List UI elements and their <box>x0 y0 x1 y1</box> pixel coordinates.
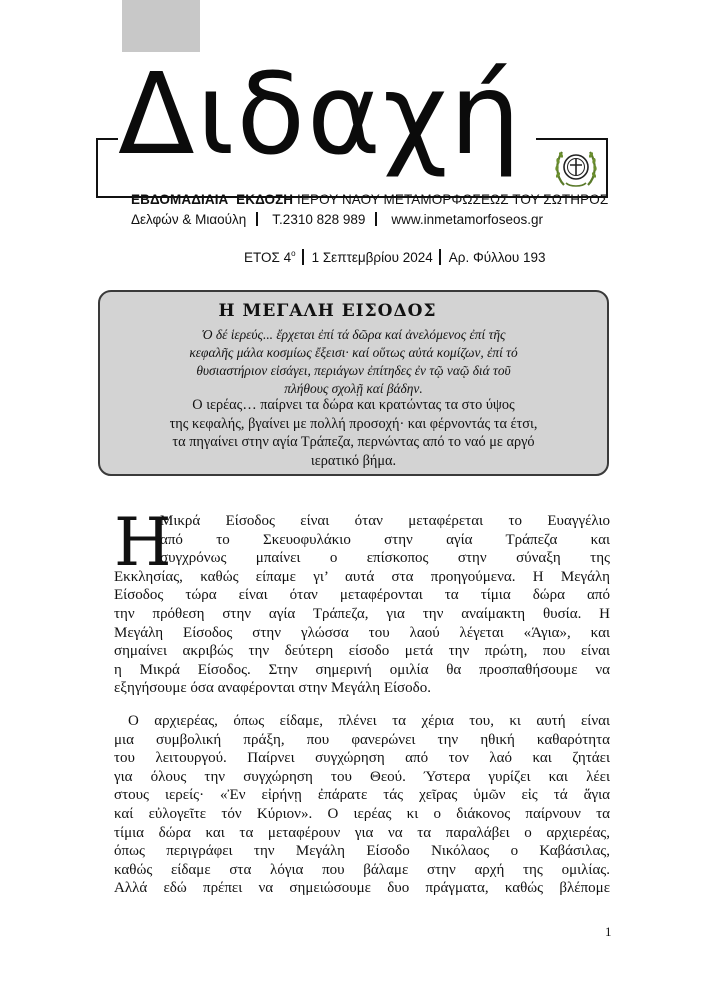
quote-box <box>98 290 609 476</box>
separator <box>256 212 258 226</box>
paragraph-line: την πρόθεση στην αγία Τράπεζα, για την αναίμακτη θυσία. Η <box>114 605 610 622</box>
publisher-line <box>131 192 608 207</box>
ancient-quote <box>114 326 593 398</box>
drop-cap: Η <box>114 504 172 581</box>
separator <box>302 249 304 265</box>
issue-date: 1 Σεπτεμβρίου 2024 <box>311 250 433 265</box>
address-text: Δελφών & Μιαούλη <box>131 212 247 227</box>
paragraph-line: για όλους την συγχώρηση του Θεού. Ύστερα γυρίζει και λέει <box>114 768 610 785</box>
church-emblem-icon <box>552 143 600 191</box>
article-body <box>82 504 610 898</box>
modern-translation <box>110 396 597 470</box>
issue-year: ΕΤΟΣ 4 <box>244 250 292 265</box>
header-frame-line <box>606 138 608 198</box>
ancient-quote-line: κεφαλῆς μάλα κοσμίως ἔξεισι· καί οὕτως αὐτά κομίζων, ἐπί τό <box>189 345 518 360</box>
paragraph-gap <box>82 698 610 712</box>
modern-translation-line: Ο ιερέας… παίρνει τα δώρα και κρατώντας τα στο ύψος <box>192 397 515 413</box>
ancient-quote-line: θυσιαστήριον εἰσάγει, περιάγων ἐπίτηδες ἐν τῷ ναῷ διά τοῦ <box>196 363 511 378</box>
website-link[interactable]: www.inmetamorfoseos.gr <box>391 212 543 227</box>
paragraph-line: Είσοδος τώρα είναι όταν μεταφέρονται τα τίμια δώρα από <box>114 587 610 604</box>
header-frame-line <box>96 138 118 140</box>
paragraph-line: όπως περιγράφει την Μεγάλη Είσοδο Νικόλαος ο Καβάσιλας, <box>114 843 610 860</box>
separator <box>375 212 377 226</box>
separator <box>439 249 441 265</box>
paragraph-line: Εκκλησίας, καθώς είπαμε γι’ αυτά στα προηγούμενα. Η Μεγάλη <box>114 568 610 585</box>
modern-translation-line: τα πηγαίνει στην αγία Τράπεζα, περνώντας από το ναό με αργό <box>172 434 535 451</box>
paragraph-line: συγχρόνως μπαίνει ο επίσκοπος στην σύναξη της <box>160 550 610 567</box>
ancient-quote-line: πλήθους σχολῇ καί βάδην. <box>284 381 423 396</box>
paragraph-line: καί εὐλογεῖτε τόν Κύριον». Ο ιερέας κι ο διάκονος παίρνουν τα <box>114 805 610 822</box>
ancient-quote-line: Ὁ δέ ἱερεύς... ἔρχεται ἐπί τά δῶρα καί ἀνελόμενος ἐπί τῆς <box>201 327 506 342</box>
edition-label: ΕΚΔΟΣΗ <box>236 192 294 207</box>
publisher-name: ΙΕΡΟΥ ΝΑΟΥ ΜΕΤΑΜΟΡΦΩΣΕΩΣ ΤΟΥ ΣΩΤΗΡΟΣ <box>297 192 609 207</box>
paragraph-line: σημαίνει ακριβώς την δεύτερη είσοδο μετά την πρώτη, που είναι <box>114 643 610 660</box>
issue-sheet-number: Αρ. Φύλλου 193 <box>448 250 546 265</box>
masthead-title: Διδαχή <box>118 50 523 180</box>
phone-text: Τ.2310 828 989 <box>272 212 366 227</box>
paragraph-line: από το Σκευοφυλάκιο στην αγία Τράπεζα και <box>160 531 610 548</box>
contact-line <box>131 212 543 227</box>
page-number: 1 <box>605 924 612 939</box>
paragraph-line: εξηγήσουμε όσα αναφέρονται στην Μεγάλη Είσοδο. <box>114 680 431 697</box>
paragraph-line: στους ιερείς· «Ἐν εἰρήνῃ ἐπάρατε τάς χεῖρας ὑμῶν εἰς τά ἅγια <box>114 787 610 804</box>
header-frame-line <box>96 138 98 198</box>
paragraph-line: Αλλά εδώ πρέπει να σημειώσουμε δυο πράγματα, καθώς βλέπομε <box>114 880 610 897</box>
header-frame-line <box>536 138 608 140</box>
paragraph-line: τίμια δώρα και τα μεταφέρουν για να τα παραλάβει ο αρχιερέας, <box>114 824 610 841</box>
modern-translation-line: της κεφαλής, βγαίνει με πολλή προσοχή· και φέρνοντάς τα έτσι, <box>169 415 538 432</box>
modern-translation-line: ιερατικό βήμα. <box>310 452 397 469</box>
article-paragraph <box>82 504 610 698</box>
quote-box-title: Η ΜΕΓΑΛΗ ΕΙΣΟΔΟΣ <box>218 301 437 321</box>
paragraph-line: καθώς είδαμε στα λόγια που βάλαμε στην αρχή της ομιλίας. <box>114 861 610 878</box>
issue-year-suffix: ο <box>291 249 296 258</box>
paragraph-line: Ο αρχιερέας, όπως είδαμε, πλένει τα χέρια του, κι αυτή είναι <box>128 712 610 729</box>
paragraph-line: μια συμβολική πράξη, που φανερώνει την ηθική καθαρότητα <box>114 731 610 748</box>
paragraph-line: Μεγάλη Είσοδος στην γλώσσα του λαού λέγεται «Άγια», και <box>114 624 610 641</box>
article-paragraph <box>82 712 610 898</box>
paragraph-line: του λειτουργού. Παίρνει συγχώρηση από τον λαό και ζητάει <box>114 750 610 767</box>
paragraph-line: Μικρά Είσοδος είναι όταν μεταφέρεται το Ευαγγέλιο <box>160 513 610 529</box>
weekly-label: ΕΒΔΟΜΑΔΙΑΙΑ <box>131 192 229 207</box>
issue-info <box>244 249 546 265</box>
paragraph-line: η Μικρά Είσοδος. Στην σημερινή ομιλία θα προσπαθήσουμε να <box>114 661 610 678</box>
